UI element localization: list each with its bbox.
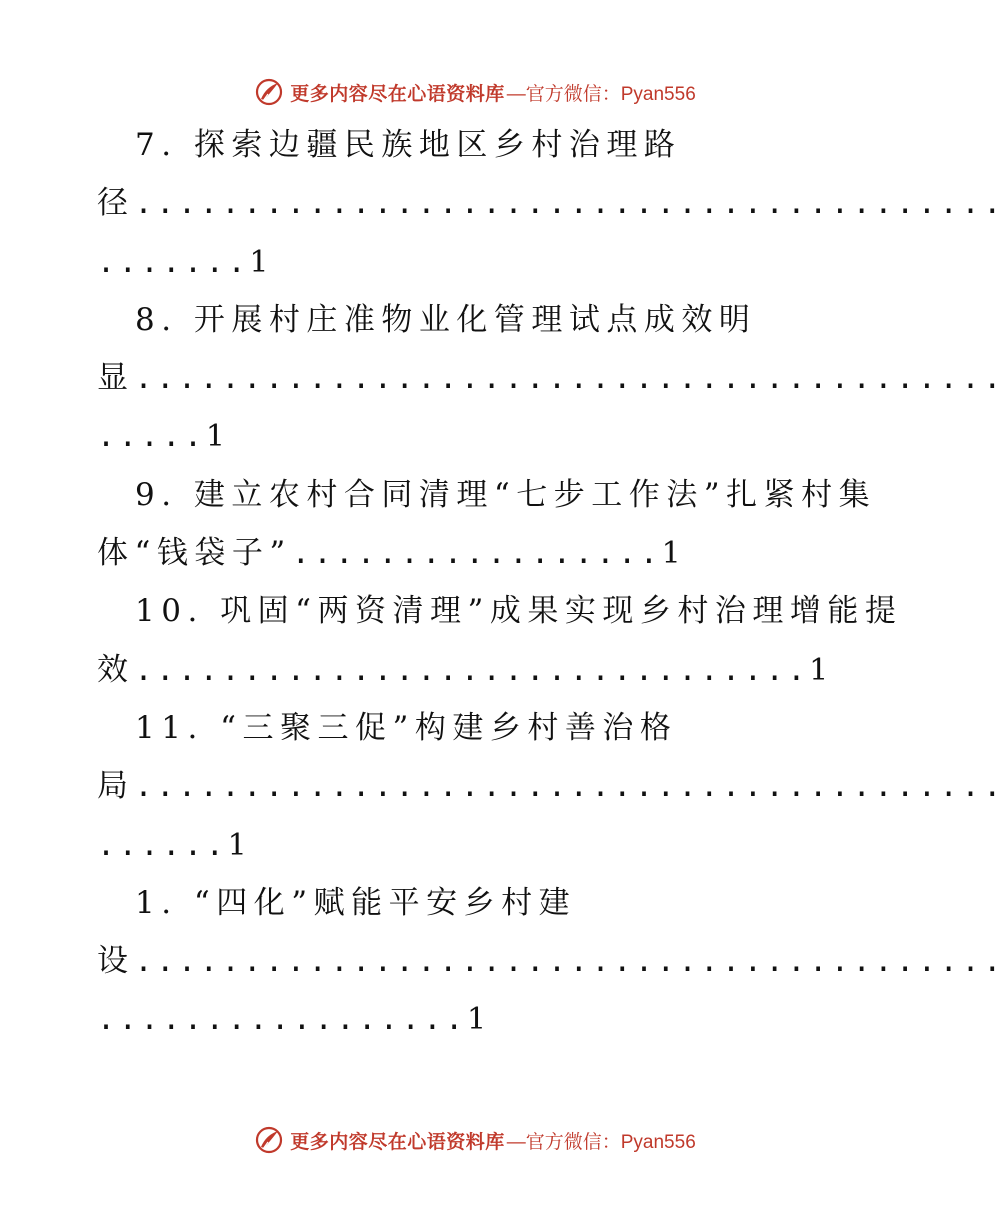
toc-entry-1-page-line[interactable] bbox=[97, 990, 857, 1048]
table-of-contents bbox=[97, 116, 1005, 1049]
toc-entry-8-page-line[interactable] bbox=[97, 407, 857, 465]
page-number: 1 bbox=[205, 419, 225, 455]
toc-entry-1-title[interactable]: 1. “四化”赋能平安乡村建 bbox=[135, 884, 577, 921]
toc-entry-8-cont[interactable]: 显........................................ bbox=[97, 360, 1005, 397]
page-number: 1 bbox=[809, 652, 829, 688]
toc-entry-9-title[interactable]: 9. 建立农村合同清理“七步工作法”扎紧村集 bbox=[135, 476, 877, 513]
quill-logo-icon bbox=[254, 1125, 284, 1155]
leader-dots: ........................................ bbox=[134, 186, 1005, 222]
leader-dots: ........................................ bbox=[134, 769, 1005, 805]
leader-dots: ................. bbox=[97, 1002, 467, 1038]
leader-dots: ....... bbox=[97, 244, 250, 280]
toc-entry-8-title[interactable]: 8. 开展村庄准物业化管理试点成效明 bbox=[135, 301, 757, 338]
toc-entry-7-cont[interactable]: 径........................................ bbox=[97, 185, 1005, 222]
leader-dots: ................. bbox=[291, 536, 662, 572]
toc-entry-7-page-line[interactable] bbox=[97, 233, 857, 291]
leader-dots: ............................... bbox=[134, 652, 810, 688]
toc-entry-1-cont[interactable]: 设........................................ bbox=[97, 943, 1005, 980]
toc-entry-9-cont[interactable]: 体“钱袋子”.................1 bbox=[97, 535, 681, 572]
toc-entry-10-cont[interactable]: 效...............................1 bbox=[97, 651, 829, 688]
leader-dots: ..... bbox=[97, 419, 206, 455]
watermark-sub-text: —官方微信：Pyan556 bbox=[506, 1131, 696, 1153]
leader-dots: ........................................ bbox=[134, 361, 1005, 397]
toc-entry-10-title[interactable]: 10. 巩固“两资清理”成果实现乡村治理增能提 bbox=[135, 593, 903, 630]
quill-logo-icon bbox=[254, 77, 284, 107]
watermark-header bbox=[0, 72, 950, 112]
toc-entry-11-title[interactable]: 11. “三聚三促”构建乡村善治格 bbox=[135, 709, 678, 746]
toc-entry-11-cont[interactable]: 局........................................ bbox=[97, 768, 1005, 805]
page-number: 1 bbox=[466, 1002, 487, 1038]
toc-entry-11-page-line[interactable] bbox=[97, 816, 857, 874]
watermark-sub-text: —官方微信：Pyan556 bbox=[506, 83, 696, 105]
watermark-main-text: 更多内容尽在心语资料库 bbox=[290, 82, 505, 105]
page-number: 1 bbox=[661, 536, 681, 572]
page-number: 1 bbox=[249, 244, 269, 280]
leader-dots: ...... bbox=[97, 827, 228, 863]
watermark-footer bbox=[0, 1120, 950, 1160]
leader-dots: ........................................ bbox=[134, 944, 1005, 980]
toc-entry-7-title[interactable]: 7. 探索边疆民族地区乡村治理路 bbox=[135, 127, 682, 163]
watermark-main-text: 更多内容尽在心语资料库 bbox=[290, 1130, 505, 1153]
page-number: 1 bbox=[227, 827, 247, 863]
